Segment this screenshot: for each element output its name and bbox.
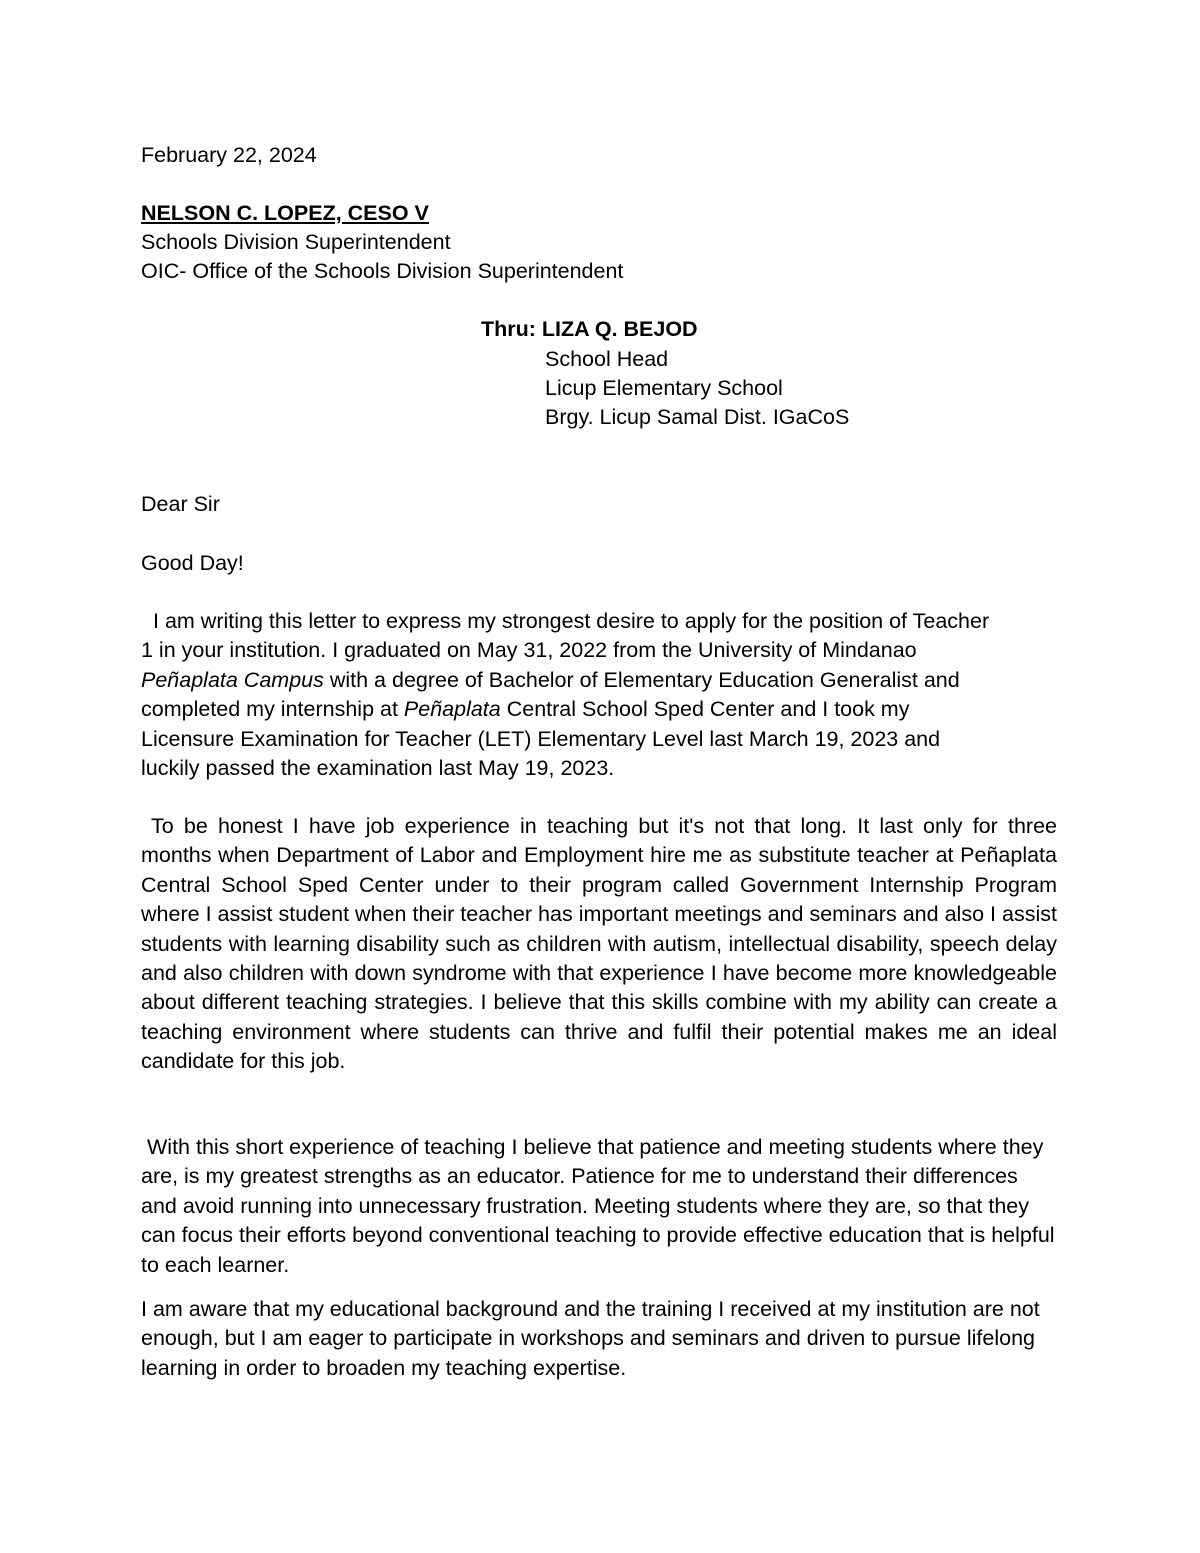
paragraph-strengths-text: With this short experience of teaching I believe that patience and meeting students where they are, is my greatest strengths as an educator. Patience for me to understand their differences and avoid running into unnecessary frustration. Meeting students where they are, so that they can focus their efforts beyond conventional teaching to provide effective education that is helpful to each learner.	[141, 1135, 1055, 1277]
campus-name-italic: Peñaplata Campus	[141, 667, 324, 692]
paragraph-application-part1: I am writing this letter to express my strongest desire to apply for the position of Teacher 1 in your institution. I graduated on May 31, 2022 from the University of Mindanao	[141, 609, 990, 663]
paragraph-application-part3: Central School Sped Center and I took my Licensure Examination for Teacher (LET) Elementary Level last March 19, 2023 and luckily passed the examination last May 19, 2023.	[141, 697, 941, 781]
greeting: Good Day!	[141, 551, 244, 575]
paragraph-experience	[141, 812, 1057, 1077]
paragraph-application	[141, 607, 1001, 783]
thru-school: Licup Elementary School	[545, 376, 783, 400]
recipient-name: NELSON C. LOPEZ, CESO V	[141, 201, 429, 225]
paragraph-learning	[141, 1295, 1057, 1383]
salutation: Dear Sir	[141, 492, 220, 516]
letter-date: February 22, 2024	[141, 143, 317, 167]
thru-address: Brgy. Licup Samal Dist. IGaCoS	[545, 405, 850, 429]
paragraph-learning-text: I am aware that my educational background and the training I received at my institution are not enough, but I am eager to participate in workshops and seminars and driven to pursue lifelong learning in order to broaden my teaching expertise.	[141, 1297, 1040, 1380]
recipient-title: Schools Division Superintendent	[141, 230, 451, 254]
paragraph-experience-text: To be honest I have job experience in teaching but it's not that long. It last only for three months when Department of Labor and Employment hire me as substitute teacher at Peñaplata Central School Sped Center under to their program called Government Internship Program where I assist student when their teacher has important meetings and seminars and also I assist students with learning disability such as children with autism, intellectual disability, speech delay and also children with down syndrome with that experience I have become more knowledgeable about different teaching strategies. I believe that this skills combine with my ability can create a teaching environment where students can thrive and fulfil their potential makes me an ideal candidate for this job.	[141, 814, 1057, 1074]
school-name-italic: Peñaplata	[403, 697, 501, 722]
paragraph-strengths	[141, 1133, 1057, 1280]
paragraph-application-part2: with a degree of Bachelor of Elementary Education Generalist and completed my internship at	[141, 667, 960, 722]
thru-position: School Head	[545, 347, 669, 371]
thru-label: Thru: LIZA Q. BEJOD	[481, 317, 698, 341]
recipient-office: OIC- Office of the Schools Division Superintendent	[141, 259, 624, 283]
